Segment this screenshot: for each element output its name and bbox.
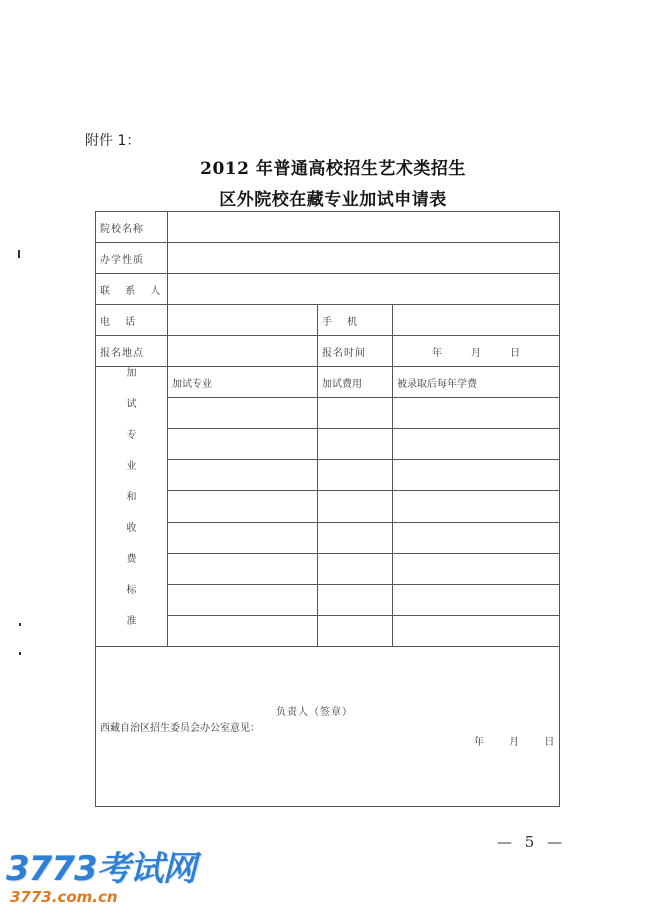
row-registration bbox=[96, 336, 560, 367]
vertical-char: 专 bbox=[126, 430, 137, 441]
tuition-cell[interactable] bbox=[393, 522, 560, 553]
tuition-cell[interactable] bbox=[393, 615, 560, 646]
mobile-field[interactable] bbox=[393, 305, 560, 336]
row-phone bbox=[96, 305, 560, 336]
office-opinion-label: 西藏自治区招生委员会办公室意见： bbox=[100, 723, 260, 734]
row-school-name bbox=[96, 212, 560, 243]
reg-time-label: 报名时间 bbox=[318, 336, 393, 367]
exam-fee-cell[interactable] bbox=[318, 460, 393, 491]
page-number: — 5 — bbox=[497, 833, 567, 851]
exam-fee-cell[interactable] bbox=[318, 522, 393, 553]
exam-major-cell[interactable] bbox=[168, 553, 318, 584]
exam-major-cell[interactable] bbox=[168, 522, 318, 553]
exam-major-cell[interactable] bbox=[168, 491, 318, 522]
vertical-char: 收 bbox=[126, 523, 137, 534]
tuition-cell[interactable] bbox=[393, 584, 560, 615]
exam-major-cell[interactable] bbox=[168, 429, 318, 460]
tuition-cell[interactable] bbox=[393, 553, 560, 584]
vertical-char: 标 bbox=[126, 585, 137, 596]
vertical-char: 和 bbox=[126, 492, 137, 503]
site-watermark bbox=[6, 850, 196, 906]
row-office-opinion bbox=[96, 647, 560, 807]
exam-major-cell[interactable] bbox=[168, 584, 318, 615]
exam-major-cell[interactable] bbox=[168, 460, 318, 491]
phone-label: 电 话 bbox=[96, 305, 168, 336]
phone-field[interactable] bbox=[168, 305, 318, 336]
exam-fee-cell[interactable] bbox=[318, 491, 393, 522]
reg-place-label: 报名地点 bbox=[96, 336, 168, 367]
opinion-date: 年 月 日 bbox=[474, 737, 555, 748]
school-type-field[interactable] bbox=[168, 243, 560, 274]
tuition-cell[interactable] bbox=[393, 460, 560, 491]
exam-fee-cell[interactable] bbox=[318, 553, 393, 584]
exam-fee-cell[interactable] bbox=[318, 615, 393, 646]
form-title-line2: 区外院校在藏专业加试申请表 bbox=[219, 190, 447, 210]
application-form-table bbox=[95, 211, 560, 807]
mobile-label: 手 机 bbox=[318, 305, 393, 336]
scan-speck bbox=[19, 623, 21, 626]
row-exam-header bbox=[96, 367, 560, 398]
school-type-label: 办学性质 bbox=[96, 243, 168, 274]
vertical-char: 准 bbox=[126, 616, 137, 627]
scan-speck bbox=[18, 250, 20, 258]
office-opinion-box[interactable] bbox=[96, 647, 560, 807]
school-name-label: 院校名称 bbox=[96, 212, 168, 243]
tuition-cell[interactable] bbox=[393, 429, 560, 460]
exam-major-cell[interactable] bbox=[168, 615, 318, 646]
exam-major-header: 加试专业 bbox=[168, 367, 318, 398]
tuition-header: 被录取后每年学费 bbox=[393, 367, 560, 398]
exam-fee-header: 加试费用 bbox=[318, 367, 393, 398]
exam-fee-standard-label bbox=[96, 367, 168, 647]
vertical-char: 业 bbox=[126, 461, 137, 472]
watermark-logo: 3773考试网 bbox=[6, 849, 196, 889]
attachment-label: 附件 1： bbox=[85, 133, 141, 149]
reg-time-value[interactable]: 年 月 日 bbox=[393, 336, 560, 367]
exam-fee-cell[interactable] bbox=[318, 398, 393, 429]
contact-field[interactable] bbox=[168, 274, 560, 305]
vertical-char: 加 bbox=[126, 368, 137, 379]
tuition-cell[interactable] bbox=[393, 398, 560, 429]
exam-fee-cell[interactable] bbox=[318, 584, 393, 615]
contact-label: 联 系 人 bbox=[96, 274, 168, 305]
reg-place-field[interactable] bbox=[168, 336, 318, 367]
vertical-char: 试 bbox=[126, 399, 137, 410]
watermark-url: 3773.com.cn bbox=[10, 888, 118, 906]
row-contact bbox=[96, 274, 560, 305]
exam-major-cell[interactable] bbox=[168, 398, 318, 429]
scan-speck bbox=[19, 652, 21, 655]
vertical-char: 费 bbox=[126, 554, 137, 565]
school-name-field[interactable] bbox=[168, 212, 560, 243]
signature-label: 负责人（签章） bbox=[276, 707, 353, 718]
exam-fee-cell[interactable] bbox=[318, 429, 393, 460]
tuition-cell[interactable] bbox=[393, 491, 560, 522]
row-school-type bbox=[96, 243, 560, 274]
form-title-line1: 2012 年普通高校招生艺术类招生 bbox=[200, 159, 466, 179]
